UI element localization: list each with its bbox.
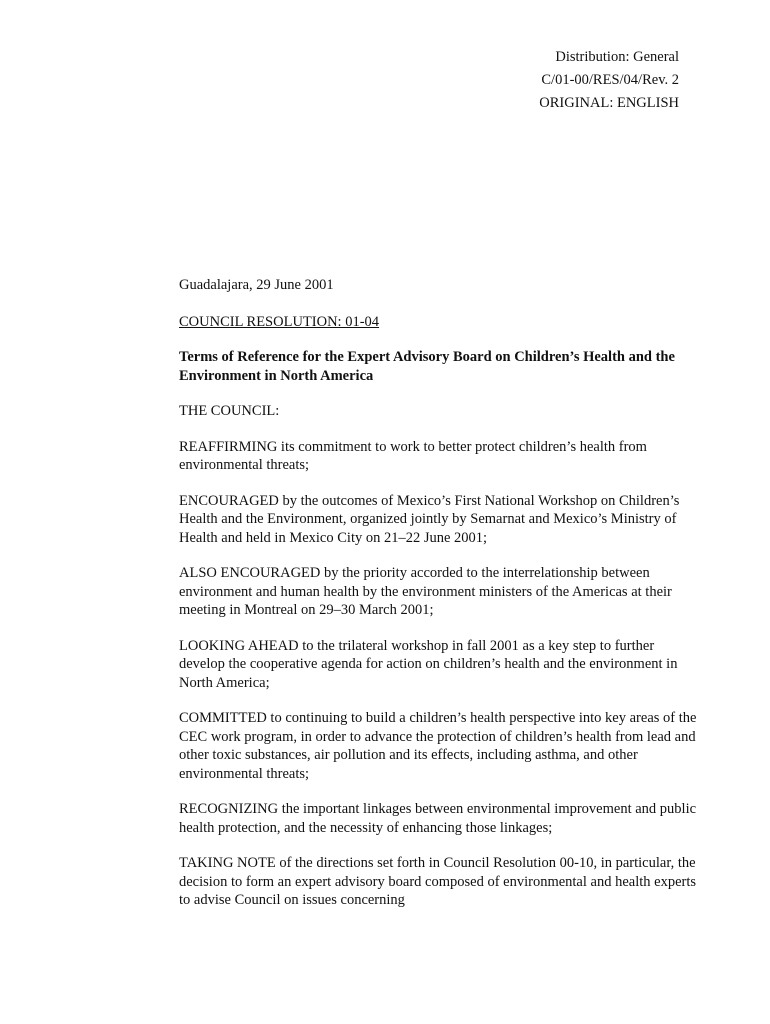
resolution-number: COUNCIL RESOLUTION: 01-04	[179, 313, 380, 330]
paragraph-looking-ahead: LOOKING AHEAD to the trilateral workshop in fall 2001 as a key step to further develop the cooperative agenda for action on children’s health and the environment in North America;	[179, 637, 678, 691]
paragraph-reaffirming: REAFFIRMING its commitment to work to better protect children’s health from environmental threats;	[179, 438, 647, 473]
original-language: ORIGINAL: ENGLISH	[539, 95, 679, 111]
dateline: Guadalajara, 29 June 2001	[179, 277, 334, 293]
paragraph-encouraged: ENCOURAGED by the outcomes of Mexico’s First National Workshop on Children’s Health and the Environment, organized jointly by Semarnat and Mexico’s Ministry of Health and held in Mexico City on 21–22 June 2001;	[179, 492, 680, 546]
distribution-label: Distribution: General	[555, 49, 679, 65]
document-body	[179, 276, 699, 927]
council-heading: THE COUNCIL:	[179, 403, 280, 419]
paragraph-taking-note: TAKING NOTE of the directions set forth in Council Resolution 00-10, in particular, the decision to form an expert advisory board composed of environmental and health experts to advise Council on issues concerning	[179, 855, 697, 908]
paragraph-recognizing: RECOGNIZING the important linkages between environmental improvement and public health protection, and the necessity of enhancing those linkages;	[179, 801, 697, 836]
document-number: C/01-00/RES/04/Rev. 2	[541, 72, 679, 88]
resolution-title: Terms of Reference for the Expert Advisory Board on Children’s Health and the Environment in North America	[179, 349, 675, 384]
paragraph-also-encouraged: ALSO ENCOURAGED by the priority accorded to the interrelationship between environment and human health by the environment ministers of the Americas at their meeting in Montreal on 29–30 March 2001;	[179, 565, 672, 618]
document-header	[539, 46, 679, 115]
paragraph-committed: COMMITTED to continuing to build a children’s health perspective into key areas of the CEC work program, in order to advance the protection of children’s health from lead and other toxic substances, air pollution and its effects, including asthma, and other environmental threats;	[179, 710, 697, 782]
